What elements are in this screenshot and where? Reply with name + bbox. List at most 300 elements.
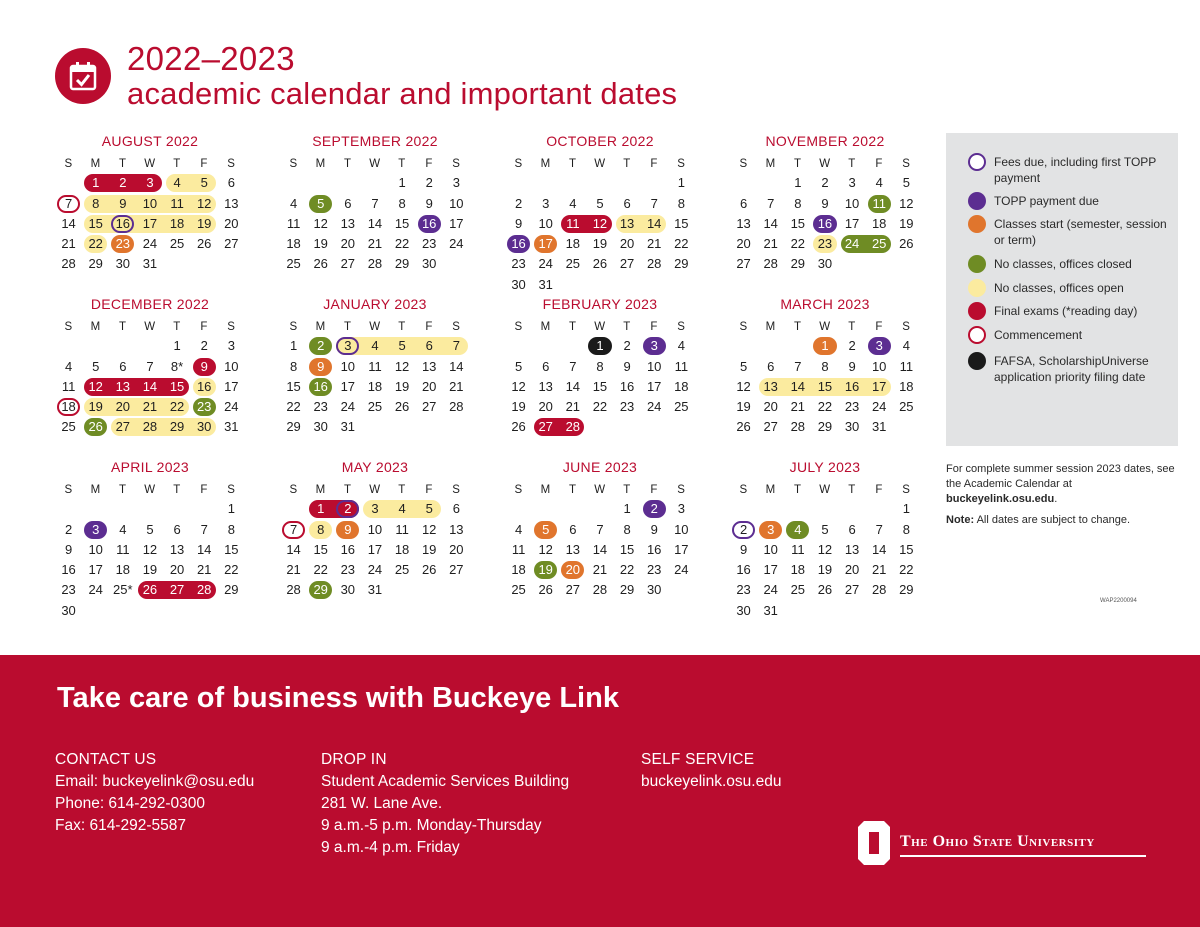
day: 8 [677, 195, 685, 211]
weekday-label: T [794, 484, 802, 496]
empty-day [893, 601, 920, 621]
day: 26 [421, 562, 437, 578]
day: 27 [619, 256, 635, 272]
weekday-header-row [730, 316, 920, 336]
day: 28 [286, 582, 301, 598]
empty-day [505, 336, 532, 356]
month-june-2023 [505, 459, 695, 601]
day: 2 [64, 521, 73, 537]
week-row [55, 520, 245, 540]
drop-in-address: 281 W. Lane Ave. [321, 795, 443, 812]
weekday-label: T [119, 158, 127, 170]
day: 16 [340, 541, 356, 557]
day: 19 [421, 541, 437, 557]
week-row [55, 234, 245, 254]
day: 28 [646, 256, 662, 272]
day: 9 [514, 215, 523, 231]
week-row [55, 499, 245, 519]
week-row [730, 336, 920, 356]
weekday-label: S [739, 321, 748, 333]
date-ring [57, 195, 80, 213]
day: 13 [421, 358, 437, 374]
day: 23 [619, 399, 635, 415]
day: 10 [844, 195, 860, 211]
day: 28 [763, 256, 778, 272]
empty-day [641, 275, 668, 295]
day-open: 16 [839, 377, 866, 397]
day: 25 [674, 399, 689, 415]
weekday-label: T [398, 158, 406, 170]
month-december-2022 [55, 296, 245, 438]
day: 15 [224, 541, 239, 557]
week-row [280, 173, 470, 193]
week-row [505, 520, 695, 540]
weekday-label: M [90, 321, 101, 333]
day: 5 [92, 358, 100, 374]
day: 9 [821, 195, 829, 211]
empty-day [416, 580, 443, 600]
day-open: 19 [191, 214, 218, 234]
empty-day [586, 275, 613, 295]
weekday-header-row [55, 153, 245, 173]
weekday-label: S [64, 158, 73, 170]
weekday-label: S [514, 158, 523, 170]
empty-day [361, 173, 388, 193]
day: 3 [227, 338, 235, 354]
week-row [505, 499, 695, 519]
empty-day [668, 580, 695, 600]
day: 27 [224, 236, 239, 252]
document-code: WAP2200094 [1100, 598, 1137, 604]
weekday-header-row [280, 153, 470, 173]
contact-phone[interactable]: Phone: 614-292-0300 [55, 795, 205, 812]
osu-wordmark [858, 821, 1158, 865]
weekday-label: T [173, 158, 181, 170]
weekday-label: F [425, 158, 433, 170]
day: 26 [817, 582, 833, 598]
day: 18 [565, 236, 581, 252]
weekday-label: S [514, 321, 523, 333]
day: 15 [619, 541, 635, 557]
day: 20 [844, 562, 860, 578]
week-row [280, 499, 470, 519]
day-final: 27 [532, 417, 559, 437]
weekday-label: M [90, 158, 101, 170]
weekday-label: F [875, 484, 883, 496]
day-open: 20 [109, 397, 136, 417]
day-final: 3 [136, 173, 163, 193]
week-row [505, 275, 695, 295]
week-row [730, 540, 920, 560]
day: 20 [619, 236, 635, 252]
day: 24 [646, 399, 662, 415]
empty-day [416, 417, 443, 437]
weekday-label: T [794, 321, 802, 333]
weekday-label: W [819, 484, 831, 496]
day-final: 14 [136, 377, 163, 397]
day: 31 [367, 582, 383, 598]
day-open: 28 [136, 417, 163, 437]
week-row [505, 560, 695, 580]
day-open: 17 [136, 214, 163, 234]
day: 11 [899, 358, 914, 374]
day: 10 [763, 541, 778, 557]
day: 11 [674, 358, 689, 374]
empty-day [559, 275, 586, 295]
day-closed: 25 [866, 234, 893, 254]
day: 25 [169, 236, 185, 252]
day: 24 [88, 582, 103, 598]
day: 23 [61, 582, 76, 598]
day: 21 [565, 399, 581, 415]
day: 10 [674, 521, 689, 537]
weekday-label: S [289, 321, 298, 333]
weekday-header-row [730, 153, 920, 173]
month-may-2023 [280, 459, 470, 601]
day-start: 23 [109, 234, 136, 254]
day-open: 8 [307, 520, 334, 540]
day: 7 [200, 521, 208, 537]
day: 14 [871, 541, 887, 557]
weekday-label: F [200, 158, 208, 170]
day: 14 [367, 215, 383, 231]
empty-day [82, 336, 109, 356]
empty-day [334, 173, 361, 193]
empty-day [866, 499, 893, 519]
day: 30 [817, 256, 833, 272]
legend-swatch [968, 326, 986, 344]
day: 7 [596, 521, 604, 537]
day: 4 [64, 358, 73, 374]
legend-label: No classes, offices closed [994, 257, 1132, 271]
day-commencement: 7 [280, 520, 307, 540]
day: 29 [394, 256, 410, 272]
weekday-header-row [505, 316, 695, 336]
empty-day [82, 601, 109, 621]
empty-day [839, 499, 866, 519]
day: 21 [790, 399, 806, 415]
day-open: 5 [416, 499, 443, 519]
day: 28 [449, 399, 464, 415]
weekday-label: W [369, 321, 381, 333]
legend-label: FAFSA, ScholarshipUniverse application priority filing date [994, 354, 1149, 384]
day: 25 [286, 256, 301, 272]
day: 25 [394, 562, 410, 578]
month-title: NOVEMBER 2022 [765, 133, 885, 149]
day: 19 [899, 215, 914, 231]
weekday-label: S [902, 321, 911, 333]
weekday-header-row [730, 479, 920, 499]
day: 17 [88, 562, 103, 578]
empty-day [811, 499, 838, 519]
day: 27 [449, 562, 464, 578]
week-row [55, 214, 245, 234]
day: 1 [398, 175, 406, 191]
legend-label: TOPP payment due [994, 194, 1099, 208]
day: 6 [739, 195, 748, 211]
empty-day [280, 173, 307, 193]
day-open: 14 [641, 214, 668, 234]
week-row [280, 214, 470, 234]
empty-day [532, 336, 559, 356]
weekday-header-row [55, 316, 245, 336]
day: 3 [677, 501, 685, 517]
month-title: JULY 2023 [789, 459, 861, 475]
day: 22 [619, 562, 635, 578]
day: 1 [902, 501, 910, 517]
empty-day [136, 601, 163, 621]
week-row [55, 377, 245, 397]
day: 23 [736, 582, 751, 598]
day: 22 [899, 562, 914, 578]
empty-day [757, 173, 784, 193]
weekday-label: T [623, 321, 631, 333]
weekday-label: W [594, 484, 606, 496]
empty-day [668, 275, 695, 295]
day-start: 5 [532, 520, 559, 540]
footer [0, 655, 1200, 927]
day: 24 [449, 236, 464, 252]
block-o-icon [858, 821, 890, 865]
day-final: 26 [136, 580, 163, 600]
empty-day [893, 254, 920, 274]
day-closed: 11 [866, 194, 893, 214]
day-open: 15 [811, 377, 838, 397]
week-row [730, 560, 920, 580]
weekday-label: M [315, 321, 326, 333]
day: 26 [511, 419, 526, 435]
day-topp: 3 [641, 336, 668, 356]
day: 2 [821, 175, 829, 191]
legend-label: Fees due, including first TOPP payment [994, 155, 1157, 185]
weekday-label: F [425, 321, 433, 333]
empty-day [730, 336, 757, 356]
week-row [55, 254, 245, 274]
day: 10 [871, 358, 887, 374]
day: 30 [646, 582, 662, 598]
week-row [730, 580, 920, 600]
day: 2 [425, 175, 433, 191]
day: 21 [367, 236, 383, 252]
day-topp: 16 [505, 234, 532, 254]
date-ring [336, 337, 359, 355]
drop-in-building: Student Academic Services Building [321, 773, 570, 790]
day: 5 [739, 358, 748, 374]
day: 22 [394, 236, 410, 252]
day-open: 12 [191, 194, 218, 214]
note-text: All dates are subject to change. [976, 514, 1131, 526]
empty-day [893, 417, 920, 437]
day: 13 [169, 541, 185, 557]
empty-day [586, 417, 613, 437]
week-row [55, 560, 245, 580]
day: 29 [790, 256, 806, 272]
weekday-label: M [765, 484, 776, 496]
weekday-label: S [289, 158, 298, 170]
day: 10 [224, 358, 239, 374]
weekday-label: T [848, 158, 856, 170]
self-service-link[interactable]: buckeyelink.osu.edu [641, 773, 782, 790]
empty-day [811, 601, 838, 621]
day: 13 [736, 215, 751, 231]
day: 31 [871, 419, 887, 435]
weekday-label: M [540, 158, 551, 170]
weekday-header-row [55, 479, 245, 499]
day-closed: 5 [307, 194, 334, 214]
month-title: AUGUST 2022 [101, 133, 199, 149]
day-closed: 29 [307, 580, 334, 600]
weekday-label: F [875, 158, 883, 170]
legend-swatch [968, 153, 986, 171]
empty-day [730, 499, 757, 519]
weekday-label: W [594, 158, 606, 170]
day: 25 [511, 582, 526, 598]
empty-day [614, 275, 641, 295]
weekday-label: S [64, 484, 73, 496]
date-ring [57, 398, 80, 416]
date-ring [732, 521, 755, 539]
weekday-label: W [144, 321, 156, 333]
day: 22 [817, 399, 833, 415]
day-open: 16 [109, 214, 136, 234]
day: 16 [736, 562, 751, 578]
day: 24 [224, 399, 239, 415]
day-open: 23 [811, 234, 838, 254]
empty-day [559, 499, 586, 519]
weekday-label: S [452, 321, 461, 333]
day: 21 [871, 562, 887, 578]
day: 24 [340, 399, 356, 415]
day-final: 12 [82, 377, 109, 397]
empty-day [784, 499, 811, 519]
day: 13 [844, 541, 860, 557]
day-closed: 2 [307, 336, 334, 356]
week-row [505, 417, 695, 437]
day: 2 [514, 195, 523, 211]
empty-day [307, 173, 334, 193]
day: 28 [61, 256, 76, 272]
day: 7 [767, 195, 775, 211]
day: 27 [844, 582, 860, 598]
weekday-label: S [64, 321, 73, 333]
day: 14 [286, 541, 301, 557]
day: 23 [646, 562, 662, 578]
weekday-label: S [902, 484, 911, 496]
day: 24 [367, 562, 383, 578]
day-open: 3 [361, 499, 388, 519]
contact-fax: Fax: 614-292-5587 [55, 817, 186, 834]
day: 7 [794, 358, 802, 374]
empty-day [866, 254, 893, 274]
day: 1 [227, 501, 235, 517]
day: 11 [61, 378, 76, 394]
weekday-header-row [505, 153, 695, 173]
day-open: 5 [191, 173, 218, 193]
day-final: 2 [109, 173, 136, 193]
month-august-2022 [55, 133, 245, 275]
day: 8 [227, 521, 235, 537]
day-open: 18 [164, 214, 191, 234]
week-row [280, 254, 470, 274]
day: 10 [646, 358, 662, 374]
day-open: 15 [82, 214, 109, 234]
week-row [505, 214, 695, 234]
day: 24 [871, 399, 887, 415]
day: 2 [623, 338, 631, 354]
day: 21 [286, 562, 301, 578]
weekday-label: W [369, 484, 381, 496]
day: 5 [821, 521, 829, 537]
day: 21 [592, 562, 608, 578]
week-row [280, 336, 470, 356]
weekday-header-row [280, 316, 470, 336]
day-open: 11 [164, 194, 191, 214]
day: 8 [289, 358, 298, 374]
empty-day [532, 499, 559, 519]
day: 12 [511, 378, 526, 394]
empty-day [55, 173, 82, 193]
day-start: 9 [307, 357, 334, 377]
day: 17 [449, 215, 464, 231]
day: 18 [394, 541, 410, 557]
week-row [505, 194, 695, 214]
day: 24 [763, 582, 778, 598]
legend-swatch [968, 192, 986, 210]
day: 25 [565, 256, 581, 272]
day: 5 [146, 521, 154, 537]
day-open: 27 [109, 417, 136, 437]
week-row [730, 173, 920, 193]
week-row [505, 173, 695, 193]
contact-email[interactable]: Email: buckeyelink@osu.edu [55, 773, 255, 790]
weekday-label: M [90, 484, 101, 496]
empty-day [614, 417, 641, 437]
empty-day [784, 336, 811, 356]
note-label: Note: [946, 514, 975, 526]
empty-day [505, 499, 532, 519]
empty-day [586, 499, 613, 519]
empty-day [532, 173, 559, 193]
day: 6 [542, 358, 550, 374]
weekday-label: S [677, 321, 686, 333]
day: 14 [763, 215, 778, 231]
empty-day [136, 336, 163, 356]
day: 17 [367, 541, 383, 557]
day: 30 [313, 419, 328, 435]
weekday-label: T [398, 484, 406, 496]
day-open: 16 [191, 377, 218, 397]
day: 6 [623, 195, 631, 211]
day: 28 [592, 582, 608, 598]
empty-day [505, 173, 532, 193]
legend-swatch [968, 352, 986, 370]
summer-note-link[interactable]: buckeyelink.osu.edu [946, 493, 1055, 505]
day: 16 [646, 541, 662, 557]
day: 7 [371, 195, 379, 211]
day: 9 [739, 541, 748, 557]
empty-day [757, 336, 784, 356]
day: 11 [511, 541, 526, 557]
month-november-2022 [730, 133, 920, 275]
date-ring [336, 500, 359, 518]
day: 13 [565, 541, 581, 557]
legend-label: Classes start (semester, session or term) [994, 217, 1167, 247]
day: 28 [790, 419, 806, 435]
day: 1 [794, 175, 802, 191]
day: 8* [170, 358, 184, 374]
day: 30 [61, 602, 76, 618]
day-topp: 16 [416, 214, 443, 234]
